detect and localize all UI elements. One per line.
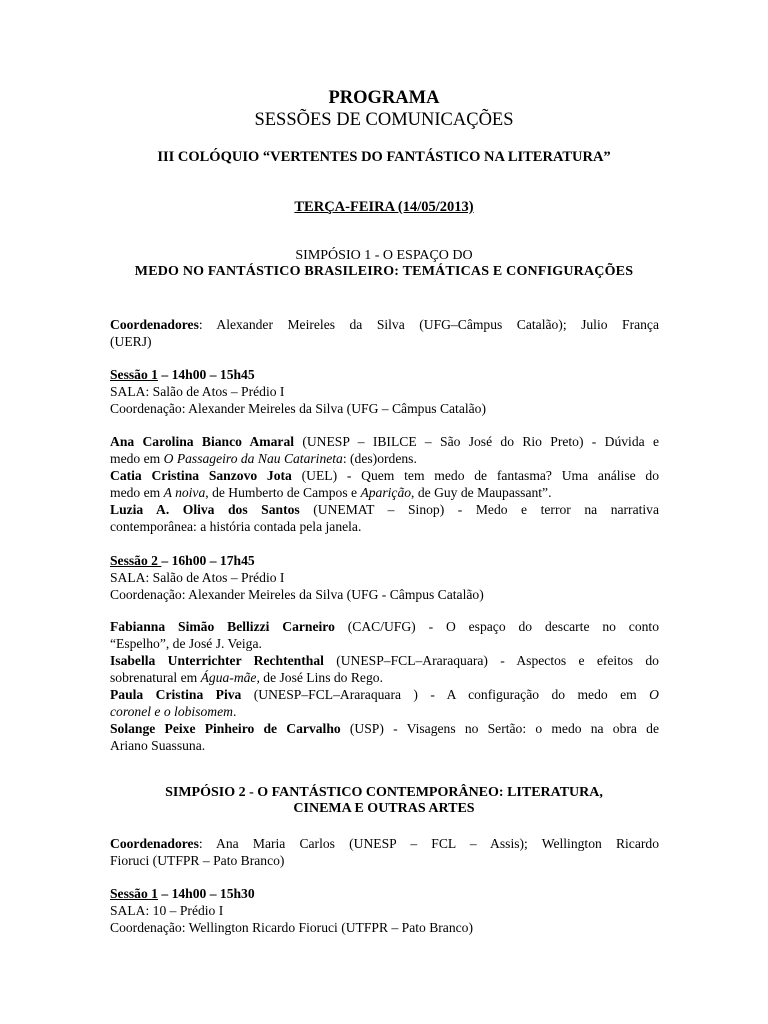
entry-text: (UNESP – IBILCE – São José do Rio Preto) - Dúvida e (294, 434, 659, 449)
coord-text: : Alexander Meireles da Silva (UFG–Câmpus Catalão); Julio França (198, 317, 659, 332)
session-time: – 14h00 – 15h30 (157, 886, 255, 901)
entry-text: de José Lins do Rego. (259, 670, 383, 685)
session-room: SALA: Salão de Atos – Prédio I (110, 384, 285, 399)
list-item (110, 618, 659, 652)
simposio2-title-line1: SIMPÓSIO 2 - O FANTÁSTICO CONTEMPORÂNEO: LITERATURA, (165, 785, 603, 800)
list-item (110, 720, 659, 754)
work-title: coronel e o lobisomem (110, 704, 233, 719)
entry-text: , de Guy de Maupassant”. (411, 485, 552, 500)
author-name: Ana Carolina Bianco Amaral (110, 434, 295, 449)
session-time: – 14h00 – 15h45 (157, 367, 255, 382)
simposio1-sessao1-header (110, 366, 659, 417)
session-room: SALA: Salão de Atos – Prédio I (110, 570, 285, 585)
work-title: Água-mãe, (200, 670, 260, 685)
list-item (110, 501, 659, 535)
author-name: Fabianna Simão Bellizzi Carneiro (110, 619, 335, 634)
list-item (110, 433, 659, 467)
entry-text: (UEL) - Quem tem medo de fantasma? Uma análise do (291, 468, 660, 483)
simposio1-coordenadores (110, 316, 659, 350)
page-title: PROGRAMA (328, 88, 440, 108)
entry-text: , de Humberto de Campos e (205, 485, 361, 500)
simposio1-sessao2-header (110, 552, 659, 603)
work-title: O Passageiro da Nau Catarineta (163, 451, 343, 466)
work-title: Aparição (360, 485, 412, 500)
coord-text: (UERJ) (110, 334, 152, 349)
session-label: Sessão 1 (110, 886, 158, 901)
entry-text: contemporânea: a história contada pela janela. (110, 519, 362, 534)
session-label: Sessão 2 (110, 553, 162, 568)
author-name: Isabella Unterrichter Rechtenthal (110, 653, 324, 668)
session-room: SALA: 10 – Prédio I (110, 903, 224, 918)
simposio1-title-line1: SIMPÓSIO 1 - O ESPAÇO DO (295, 248, 473, 263)
entry-text: . (232, 704, 237, 719)
page-subtitle: SESSÕES DE COMUNICAÇÕES (254, 110, 514, 130)
entry-text: (USP) - Visagens no Sertão: o medo na obra de (340, 721, 659, 736)
author-name: Solange Peixe Pinheiro de Carvalho (110, 721, 341, 736)
entry-text: (UNESP–FCL–Araraquara ) - A configuração do medo em (241, 687, 650, 702)
entry-text: medo em (110, 485, 164, 500)
list-item (110, 467, 659, 501)
coord-label: Coordenadores (110, 836, 199, 851)
coord-text: : Ana Maria Carlos (UNESP – FCL – Assis); Wellington Ricardo (198, 836, 659, 851)
work-title: O (649, 687, 659, 702)
author-name: Paula Cristina Piva (110, 687, 242, 702)
coord-label: Coordenadores (110, 317, 199, 332)
day-heading: TERÇA-FEIRA (14/05/2013) (294, 199, 474, 215)
simposio1-sessao1-entries (110, 433, 659, 535)
list-item (110, 686, 659, 720)
work-title: A noiva (163, 485, 206, 500)
entry-text: “Espelho”, de José J. Veiga. (110, 636, 262, 651)
session-coordination: Coordenação: Wellington Ricardo Fioruci (UTFPR – Pato Branco) (110, 920, 473, 935)
entry-text: Ariano Suassuna. (110, 738, 206, 753)
entry-text: medo em (110, 451, 164, 466)
simposio2-coordenadores (110, 835, 659, 869)
session-coordination: Coordenação: Alexander Meireles da Silva (UFG – Câmpus Catalão) (110, 401, 486, 416)
session-coordination: Coordenação: Alexander Meireles da Silva (UFG - Câmpus Catalão) (110, 587, 484, 602)
coord-text: Fioruci (UTFPR – Pato Branco) (110, 853, 285, 868)
author-name: Luzia A. Oliva dos Santos (110, 502, 300, 517)
session-label: Sessão 1 (110, 367, 158, 382)
entry-text: sobrenatural em (110, 670, 201, 685)
event-title: III COLÓQUIO “VERTENTES DO FANTÁSTICO NA LITERATURA” (157, 149, 611, 165)
entry-text: (CAC/UFG) - O espaço do descarte no conto (334, 619, 659, 634)
list-item (110, 652, 659, 686)
entry-text: (UNESP–FCL–Araraquara) - Aspectos e efeitos do (323, 653, 659, 668)
session-time: – 16h00 – 17h45 (161, 553, 255, 568)
entry-text: : (des)ordens. (342, 451, 417, 466)
author-name: Catia Cristina Sanzovo Jota (110, 468, 292, 483)
simposio1-sessao2-entries (110, 618, 659, 754)
simposio2-sessao1-header (110, 885, 659, 936)
simposio2-title-line2: CINEMA E OUTRAS ARTES (293, 801, 475, 816)
simposio1-title-line2: MEDO NO FANTÁSTICO BRASILEIRO: TEMÁTICAS E CONFIGURAÇÕES (134, 264, 634, 279)
entry-text: (UNEMAT – Sinop) - Medo e terror na narrativa (299, 502, 659, 517)
